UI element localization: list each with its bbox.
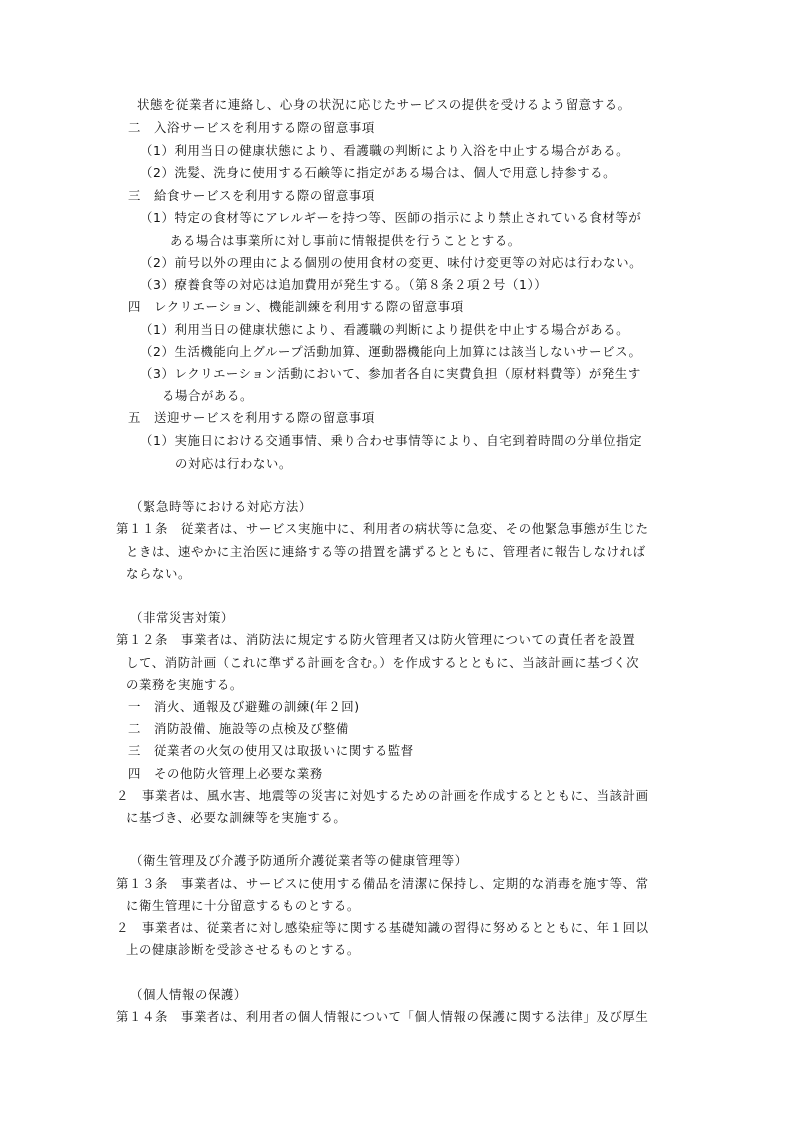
text-line: （3）レクリエーション活動において、参加者各自に実費負担（原材料費等）が発生す — [140, 366, 641, 381]
article-text: 上の健康診断を受診させるものとする。 — [126, 942, 360, 957]
article-text: 第１２条 事業者は、消防法に規定する防火管理者又は防火管理についての責任者を設置 — [116, 632, 636, 647]
article-text: ならない。 — [126, 566, 191, 581]
article-title: （非常災害対策） — [130, 610, 234, 625]
article-title: （衛生管理及び介護予防通所介護従業者等の健康管理等） — [130, 853, 468, 868]
section-heading: 五 送迎サービスを利用する際の留意事項 — [128, 410, 375, 425]
article-text: して、消防計画（これに準ずる計画を含む。）を作成するとともに、当該計画に基づく次 — [126, 655, 640, 670]
article-title: （緊急時等における対応方法） — [130, 499, 312, 514]
section-heading: 四 レクリエーション、機能訓練を利用する際の留意事項 — [128, 299, 464, 314]
text-line: の対応は行わない。 — [175, 456, 292, 471]
text-line: （2）前号以外の理由による個別の使用食材の変更、味付け変更等の対応は行わない。 — [140, 255, 643, 270]
list-item: 一 消火、通報及び避難の訓練(年２回) — [128, 699, 360, 714]
article-text: 第１３条 事業者は、サービスに使用する備品を清潔に保持し、定期的な消毒を施す等、常 — [116, 876, 649, 891]
text-line: （3）療養食等の対応は追加費用が発生する。（第８条２項２号（1）） — [140, 277, 548, 292]
text-line: ある場合は事業所に対し事前に情報提供を行うこととする。 — [170, 233, 521, 248]
section-heading: 二 入浴サービスを利用する際の留意事項 — [128, 120, 375, 135]
article-text: の業務を実施する。 — [126, 677, 243, 692]
list-item: 二 消防設備、施設等の点検及び整備 — [128, 721, 349, 736]
text-line: （2）生活機能向上グループ活動加算、運動器機能向上加算には該当しないサービス。 — [140, 344, 642, 359]
text-line: 状態を従業者に連絡し、心身の状況に応じたサービスの提供を受けるよう留意する。 — [137, 97, 631, 112]
article-text: に衛生管理に十分留意するものとする。 — [126, 898, 360, 913]
text-line: （1）利用当日の健康状態により、看護職の判断により提供を中止する場合がある。 — [140, 322, 630, 337]
article-text: ２ 事業者は、従業者に対し感染症等に関する基礎知識の習得に努めるとともに、年１回以 — [116, 920, 649, 935]
list-item: 三 従業者の火気の使用又は取扱いに関する監督 — [128, 743, 414, 758]
article-text: ときは、速やかに主治医に連絡する等の措置を講ずるとともに、管理者に報告しなければ — [126, 544, 646, 559]
text-line: （1）特定の食材等にアレルギーを持つ等、医師の指示により禁止されている食材等が — [140, 210, 642, 225]
article-text: に基づき、必要な訓練等を実施する。 — [126, 810, 347, 825]
text-line: る場合がある。 — [162, 388, 253, 403]
article-text: 第１１条 従業者は、サービス実施中に、利用者の病状等に急変、その他緊急事態が生じた — [116, 521, 649, 536]
article-text: ２ 事業者は、風水害、地震等の災害に対処するための計画を作成するとともに、当該計画 — [116, 788, 649, 803]
article-title: （個人情報の保護） — [130, 987, 247, 1002]
text-line: （2）洗髪、洗身に使用する石鹸等に指定がある場合は、個人で用意し持参する。 — [140, 165, 617, 180]
article-text: 第１４条 事業者は、利用者の個人情報について「個人情報の保護に関する法律」及び厚生 — [116, 1009, 649, 1024]
section-heading: 三 給食サービスを利用する際の留意事項 — [128, 188, 375, 203]
list-item: 四 その他防火管理上必要な業務 — [128, 766, 323, 781]
text-line: （1）利用当日の健康状態により、看護職の判断により入浴を中止する場合がある。 — [140, 143, 630, 158]
text-line: （1）実施日における交通事情、乗り合わせ事情等により、自宅到着時間の分単位指定 — [140, 433, 643, 448]
